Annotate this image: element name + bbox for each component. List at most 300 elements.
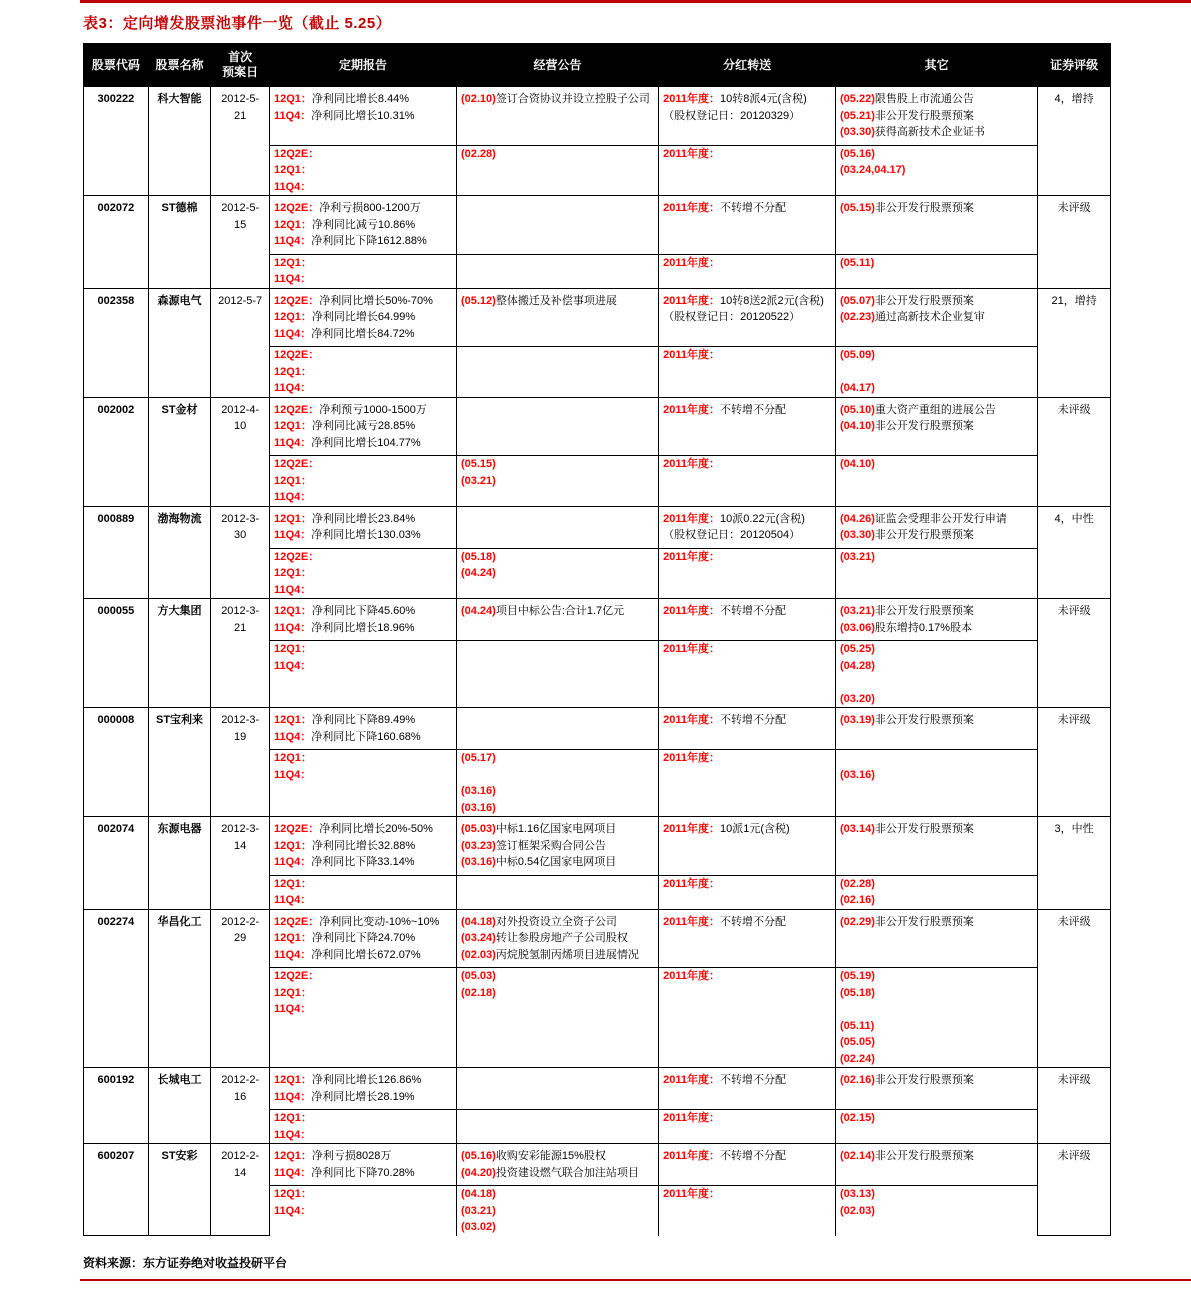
cell-line: 11Q4：净利同比增长18.96%: [273, 621, 415, 634]
cell-business-notice: [456, 87, 658, 146]
table-row: [84, 196, 1111, 255]
cell-line: (03.30)获得高新技术企业证书: [840, 126, 985, 138]
subcell-other: [836, 875, 1038, 909]
cell-periodic-report: [269, 397, 456, 456]
cell-rating: 未评级: [1038, 397, 1111, 506]
cell-line: (02.16): [840, 894, 875, 906]
cell-line: (04.18): [460, 1188, 496, 1200]
cell-stock-name: 森源电气: [148, 288, 211, 397]
cell-other: [836, 506, 1038, 548]
cell-other: [836, 599, 1038, 641]
cell-line: 11Q4：: [273, 583, 312, 596]
cell-line: 11Q4：净利同比下降160.68%: [273, 730, 421, 743]
cell-line: (03.06)股东增持0.17%股本: [840, 621, 973, 634]
cell-line: 12Q1：: [273, 164, 312, 176]
column-header-notice: 经营公告: [456, 44, 658, 87]
cell-line: 11Q4：: [273, 659, 312, 672]
table-row: [84, 1144, 1111, 1186]
cell-other: [836, 708, 1038, 750]
column-header-code: 股票代码: [84, 44, 149, 87]
cell-line: (02.15): [840, 1112, 875, 1124]
cell-line: (03.21): [460, 1204, 496, 1217]
column-header-report: 定期报告: [269, 44, 456, 87]
cell-line: 11Q4：: [273, 894, 312, 906]
cell-other: [836, 288, 1038, 347]
cell-line: (05.15)非公开发行股票预案: [840, 202, 974, 214]
cell-stock-name: ST安彩: [148, 1144, 211, 1236]
cell-line: (02.16)非公开发行股票预案: [840, 1074, 974, 1086]
cell-line: 12Q2E：: [273, 550, 320, 563]
cell-line: (02.18): [460, 986, 496, 999]
cell-line: (03.16): [460, 785, 496, 797]
cell-line: 12Q2E：: [273, 458, 320, 470]
cell-line: [840, 1001, 1033, 1018]
cell-line: (03.16): [460, 801, 496, 814]
cell-stock-code: 000055: [84, 599, 149, 708]
column-header-rating: 证券评级: [1038, 44, 1111, 87]
cell-line: 2011年度：: [663, 458, 720, 470]
subcell-business-notice: [456, 875, 658, 909]
cell-stock-name: ST德棉: [148, 196, 211, 289]
subcell-dividend: [659, 750, 836, 817]
cell-line: 11Q4：净利同比增长104.77%: [273, 436, 421, 449]
cell-line: (02.29)非公开发行股票预案: [840, 915, 974, 928]
cell-rating: 4，中性: [1038, 506, 1111, 599]
cell-stock-code: 002274: [84, 909, 149, 1068]
cell-business-notice: [456, 1144, 658, 1186]
cell-line: 11Q4：: [273, 382, 312, 394]
cell-line: [840, 750, 1033, 767]
subcell-periodic-report: [269, 456, 456, 507]
cell-stock-code: 600192: [84, 1068, 149, 1144]
cell-line: 2011年度：: [663, 752, 720, 764]
cell-rating: 未评级: [1038, 909, 1111, 1068]
cell-first-plan-date: 2012-5-21: [211, 87, 270, 196]
cell-business-notice: [456, 506, 658, 548]
subcell-business-notice: [456, 750, 658, 817]
table-row: [84, 708, 1111, 750]
cell-first-plan-date: 2012-2-29: [211, 909, 270, 1068]
cell-line: (05.25): [840, 643, 875, 655]
cell-dividend: [659, 708, 836, 750]
subcell-dividend: [659, 641, 836, 708]
cell-line: 12Q1：: [273, 1112, 312, 1124]
cell-periodic-report: [269, 288, 456, 347]
subcell-dividend: [659, 347, 836, 398]
cell-line: (04.24)项目中标公告:合计1.7亿元: [460, 605, 625, 617]
cell-line: 2011年度：不转增不分配: [663, 915, 786, 928]
cell-line: 2011年度：不转增不分配: [663, 714, 786, 726]
subcell-periodic-report: [269, 254, 456, 288]
cell-line: (02.28): [460, 147, 496, 160]
cell-stock-name: 渤海物流: [148, 506, 211, 599]
cell-line: 11Q4：净利同比下降70.28%: [273, 1166, 415, 1179]
cell-line: 12Q1：净利同比减亏28.85%: [273, 420, 416, 432]
cell-line: (03.16)中标0.54亿国家电网项目: [460, 856, 617, 868]
cell-first-plan-date: 2012-3-30: [211, 506, 270, 599]
cell-line: 12Q1：: [273, 643, 312, 655]
cell-line: （股权登记日：20120504）: [663, 529, 801, 541]
cell-rating: 21，增持: [1038, 288, 1111, 397]
cell-other: [836, 817, 1038, 876]
cell-line: (05.09): [840, 349, 875, 361]
subcell-business-notice: [456, 347, 658, 398]
cell-line: (05.07)非公开发行股票预案: [840, 294, 974, 307]
cell-other: [836, 196, 1038, 255]
cell-line: 11Q4：净利同比增长28.19%: [273, 1090, 415, 1103]
cell-line: 12Q1：净利同比下降89.49%: [273, 714, 416, 726]
cell-line: 12Q1：净利同比增长64.99%: [273, 311, 416, 323]
cell-line: 11Q4：净利同比增长84.72%: [273, 327, 415, 340]
cell-line: (02.10)签订合资协议并设立控股子公司: [460, 93, 650, 105]
cell-line: 11Q4：: [273, 1128, 312, 1141]
cell-dividend: [659, 909, 836, 968]
table-row: [84, 288, 1111, 347]
cell-line: 2011年度：: [663, 349, 720, 361]
cell-line: (05.05): [840, 1036, 875, 1048]
events-table: [83, 43, 1111, 1236]
subcell-business-notice: [456, 548, 658, 599]
cell-line: 12Q1：净利同比增长8.44%: [273, 93, 410, 105]
cell-line: 12Q1：: [273, 986, 312, 999]
subcell-other: [836, 968, 1038, 1068]
cell-line: 12Q2E：: [273, 349, 320, 361]
cell-line: (02.14)非公开发行股票预案: [840, 1150, 974, 1162]
cell-line: 12Q2E：净利亏损800-1200万: [273, 202, 421, 214]
cell-dividend: [659, 599, 836, 641]
subcell-other: [836, 254, 1038, 288]
subcell-business-notice: [456, 456, 658, 507]
cell-line: (03.23)签订框架采购合同公告: [460, 839, 606, 852]
bottom-divider: [80, 1279, 1191, 1281]
subcell-periodic-report: [269, 1110, 456, 1144]
cell-line: (05.18): [460, 550, 496, 563]
cell-line: (03.19)非公开发行股票预案: [840, 714, 974, 726]
cell-line: 11Q4：净利同比增长672.07%: [273, 948, 421, 961]
subcell-dividend: [659, 145, 836, 196]
table-header: [84, 44, 1111, 87]
cell-rating: 未评级: [1038, 196, 1111, 289]
cell-line: 2011年度：不转增不分配: [663, 1074, 786, 1086]
subcell-periodic-report: [269, 145, 456, 196]
cell-other: [836, 909, 1038, 968]
cell-line: 2011年度：不转增不分配: [663, 202, 786, 214]
cell-line: (04.10): [840, 458, 875, 470]
cell-line: 12Q1：: [273, 365, 312, 378]
cell-stock-name: ST金材: [148, 397, 211, 506]
cell-line: (04.20)投资建设燃气联合加注站项目: [460, 1166, 639, 1179]
table-body: [84, 87, 1111, 1236]
cell-line: 12Q1：净利亏损8028万: [273, 1150, 392, 1162]
cell-first-plan-date: 2012-4-10: [211, 397, 270, 506]
table-row: [84, 506, 1111, 548]
cell-first-plan-date: 2012-3-14: [211, 817, 270, 910]
cell-line: 2011年度：不转增不分配: [663, 1150, 786, 1162]
cell-line: [840, 674, 1033, 691]
cell-stock-name: 方大集团: [148, 599, 211, 708]
subcell-business-notice: [456, 254, 658, 288]
cell-line: 12Q1：净利同比下降24.70%: [273, 932, 416, 944]
cell-stock-code: 000008: [84, 708, 149, 817]
cell-line: 12Q1：: [273, 567, 312, 579]
cell-line: (03.20): [840, 692, 875, 705]
cell-line: 12Q2E：净利同比增长50%-70%: [273, 294, 433, 307]
cell-line: 12Q2E：: [273, 147, 320, 160]
subcell-periodic-report: [269, 750, 456, 817]
subcell-periodic-report: [269, 968, 456, 1068]
cell-business-notice: [456, 909, 658, 968]
cell-stock-code: 002072: [84, 196, 149, 289]
cell-line: 2011年度：不转增不分配: [663, 403, 786, 416]
cell-line: (05.17): [460, 752, 496, 764]
cell-periodic-report: [269, 817, 456, 876]
subcell-dividend: [659, 875, 836, 909]
cell-line: 12Q1：净利同比减亏10.86%: [273, 218, 416, 231]
subcell-periodic-report: [269, 641, 456, 708]
subcell-other: [836, 347, 1038, 398]
cell-line: （股权登记日：20120522）: [663, 311, 801, 323]
subcell-dividend: [659, 1110, 836, 1144]
cell-stock-name: ST宝利来: [148, 708, 211, 817]
cell-periodic-report: [269, 1144, 456, 1186]
source-note: 资料来源：东方证券绝对收益投研平台: [83, 1256, 288, 1270]
cell-line: (02.24): [840, 1052, 875, 1065]
subcell-dividend: [659, 548, 836, 599]
cell-line: 2011年度：: [663, 1188, 720, 1200]
subcell-periodic-report: [269, 347, 456, 398]
cell-first-plan-date: 2012-5-7: [211, 288, 270, 397]
cell-dividend: [659, 87, 836, 146]
cell-business-notice: [456, 708, 658, 750]
cell-line: (05.21)非公开发行股票预案: [840, 109, 974, 122]
cell-other: [836, 1068, 1038, 1110]
cell-business-notice: [456, 397, 658, 456]
subcell-other: [836, 750, 1038, 817]
cell-periodic-report: [269, 1068, 456, 1110]
cell-line: (04.17): [840, 382, 875, 394]
cell-line: (04.10)非公开发行股票预案: [840, 420, 974, 432]
cell-line: 11Q4：: [273, 1003, 312, 1015]
cell-business-notice: [456, 288, 658, 347]
subcell-business-notice: [456, 968, 658, 1068]
subcell-periodic-report: [269, 875, 456, 909]
cell-stock-code: 300222: [84, 87, 149, 196]
cell-line: (04.24): [460, 567, 496, 579]
cell-line: (02.23)通过高新技术企业复审: [840, 311, 985, 323]
cell-line: 2011年度：: [663, 1112, 720, 1124]
cell-line: 2011年度：10转8派4元(含税): [663, 93, 807, 105]
cell-other: [836, 397, 1038, 456]
column-header-date: [211, 44, 270, 87]
cell-line: 12Q1：: [273, 752, 312, 764]
cell-line: 11Q4：: [273, 273, 312, 285]
cell-line: (03.24)转让参股房地产子公司股权: [460, 932, 628, 944]
cell-rating: 4，增持: [1038, 87, 1111, 196]
cell-line: (05.22)限售股上市流通公告: [840, 93, 974, 105]
cell-line: （股权登记日：20120329）: [663, 109, 801, 122]
cell-line: 2011年度：: [663, 970, 720, 982]
cell-first-plan-date: 2012-3-21: [211, 599, 270, 708]
subcell-business-notice: [456, 1186, 658, 1236]
cell-line: 2011年度：: [663, 147, 720, 160]
cell-line: 11Q4：净利同比增长130.03%: [273, 529, 421, 541]
cell-line: 2011年度：: [663, 877, 720, 890]
cell-line: (05.16)收购安彩能源15%股权: [460, 1150, 606, 1162]
cell-line: 2011年度：不转增不分配: [663, 605, 786, 617]
cell-other: [836, 1144, 1038, 1186]
table-row: [84, 87, 1111, 146]
cell-dividend: [659, 397, 836, 456]
cell-line: 2011年度：10转8送2派2元(含税): [663, 294, 824, 307]
subcell-business-notice: [456, 145, 658, 196]
cell-line: (03.30)非公开发行股票预案: [840, 529, 974, 541]
cell-line: 11Q4：净利同比增长10.31%: [273, 109, 415, 122]
subcell-periodic-report: [269, 548, 456, 599]
cell-dividend: [659, 288, 836, 347]
cell-line: 2011年度：: [663, 256, 720, 269]
cell-line: (05.11): [840, 1019, 875, 1032]
cell-dividend: [659, 506, 836, 548]
column-header-dividend: 分红转送: [659, 44, 836, 87]
cell-line: 2011年度：10派0.22元(含税): [663, 512, 805, 525]
cell-first-plan-date: 2012-3-19: [211, 708, 270, 817]
cell-line: [840, 364, 1033, 381]
cell-line: 12Q2E：: [273, 970, 320, 982]
subcell-business-notice: [456, 1110, 658, 1144]
cell-rating: 未评级: [1038, 599, 1111, 708]
subcell-other: [836, 1110, 1038, 1144]
cell-line: 11Q4：: [273, 1204, 312, 1217]
table-row: [84, 817, 1111, 876]
cell-business-notice: [456, 196, 658, 255]
cell-line: 12Q2E：净利同比变动-10%~10%: [273, 915, 440, 928]
cell-first-plan-date: 2012-2-14: [211, 1144, 270, 1236]
cell-line: 12Q1：: [273, 474, 312, 487]
cell-other: [836, 87, 1038, 146]
cell-line: 11Q4：净利同比下降1612.88%: [273, 235, 427, 247]
cell-line: (03.21)非公开发行股票预案: [840, 605, 974, 617]
header-row: [84, 44, 1111, 87]
cell-first-plan-date: 2012-2-16: [211, 1068, 270, 1144]
cell-rating: 未评级: [1038, 708, 1111, 817]
cell-line: 2011年度：: [663, 643, 720, 655]
cell-stock-code: 000889: [84, 506, 149, 599]
cell-line: 11Q4：: [273, 491, 312, 503]
subcell-dividend: [659, 1186, 836, 1236]
cell-stock-code: 600207: [84, 1144, 149, 1236]
cell-line: (05.11): [840, 256, 875, 269]
cell-line: (03.21): [840, 550, 875, 563]
cell-line: (02.03): [840, 1204, 875, 1217]
cell-line: 11Q4：: [273, 180, 312, 193]
cell-line: (05.15): [460, 458, 496, 470]
cell-line: (05.16): [840, 147, 875, 160]
subcell-other: [836, 145, 1038, 196]
cell-periodic-report: [269, 506, 456, 548]
cell-line: 2011年度：: [663, 550, 720, 563]
cell-line: (03.14)非公开发行股票预案: [840, 823, 974, 835]
cell-line: (04.28): [840, 659, 875, 672]
cell-line: (03.16): [840, 768, 875, 781]
cell-line: 12Q2E：净利同比增长20%-50%: [273, 823, 433, 835]
table-row: [84, 599, 1111, 641]
cell-stock-name: 东源电器: [148, 817, 211, 910]
cell-stock-name: 科大智能: [148, 87, 211, 196]
cell-line: 12Q1：净利同比增长23.84%: [273, 512, 416, 525]
column-header-date-l1: 首次: [228, 50, 253, 64]
cell-line: 11Q4：净利同比下降33.14%: [273, 856, 415, 868]
cell-dividend: [659, 196, 836, 255]
cell-line: (02.03)丙烷脱氢制丙烯项目进展情况: [460, 948, 639, 961]
cell-line: 12Q1：: [273, 877, 312, 890]
cell-first-plan-date: 2012-5-15: [211, 196, 270, 289]
subcell-dividend: [659, 968, 836, 1068]
cell-dividend: [659, 817, 836, 876]
cell-line: (05.12)整体搬迁及补偿事项进展: [460, 294, 617, 307]
cell-stock-name: 华昌化工: [148, 909, 211, 1068]
cell-periodic-report: [269, 196, 456, 255]
cell-line: (02.28): [840, 877, 875, 890]
cell-stock-code: 002074: [84, 817, 149, 910]
subcell-other: [836, 548, 1038, 599]
cell-line: (03.13): [840, 1188, 875, 1200]
page-title: 表3：定向增发股票池事件一览（截止 5.25）: [83, 15, 392, 32]
cell-line: (05.03)中标1.16亿国家电网项目: [460, 823, 617, 835]
cell-line: (03.21): [460, 474, 496, 487]
subcell-business-notice: [456, 641, 658, 708]
cell-periodic-report: [269, 599, 456, 641]
cell-line: 2011年度：10派1元(含税): [663, 823, 790, 835]
cell-stock-code: 002358: [84, 288, 149, 397]
cell-line: (03.02): [460, 1221, 496, 1233]
cell-line: (04.26)证监会受理非公开发行申请: [840, 512, 1007, 525]
subcell-periodic-report: [269, 1186, 456, 1236]
cell-dividend: [659, 1144, 836, 1186]
cell-business-notice: [456, 599, 658, 641]
cell-line: (05.03): [460, 970, 496, 982]
subcell-dividend: [659, 254, 836, 288]
cell-line: 12Q1：: [273, 256, 312, 269]
cell-line: 11Q4：: [273, 768, 312, 781]
cell-dividend: [659, 1068, 836, 1110]
cell-stock-name: 长城电工: [148, 1068, 211, 1144]
column-header-date-l2: 预案日: [222, 65, 259, 79]
cell-business-notice: [456, 817, 658, 876]
table-row: [84, 1068, 1111, 1110]
cell-periodic-report: [269, 708, 456, 750]
cell-line: (04.18)对外投资设立全资子公司: [460, 915, 617, 928]
cell-periodic-report: [269, 909, 456, 968]
cell-periodic-report: [269, 87, 456, 146]
cell-line: (05.19): [840, 970, 875, 982]
cell-line: 12Q1：: [273, 1188, 312, 1200]
cell-line: 12Q1：净利同比增长126.86%: [273, 1074, 422, 1086]
cell-line: 12Q2E：净利预亏1000-1500万: [273, 403, 427, 416]
subcell-other: [836, 456, 1038, 507]
cell-line: (05.10)重大资产重组的进展公告: [840, 403, 996, 416]
cell-rating: 未评级: [1038, 1068, 1111, 1144]
table-row: [84, 397, 1111, 456]
table-row: [84, 909, 1111, 968]
cell-line: [461, 767, 654, 784]
cell-rating: 未评级: [1038, 1144, 1111, 1236]
cell-line: (05.18): [840, 986, 875, 999]
column-header-name: 股票名称: [148, 44, 211, 87]
cell-line: 12Q1：净利同比增长32.88%: [273, 839, 416, 852]
subcell-other: [836, 641, 1038, 708]
cell-line: (03.24,04.17): [840, 164, 906, 176]
cell-line: 12Q1：净利同比下降45.60%: [273, 605, 416, 617]
